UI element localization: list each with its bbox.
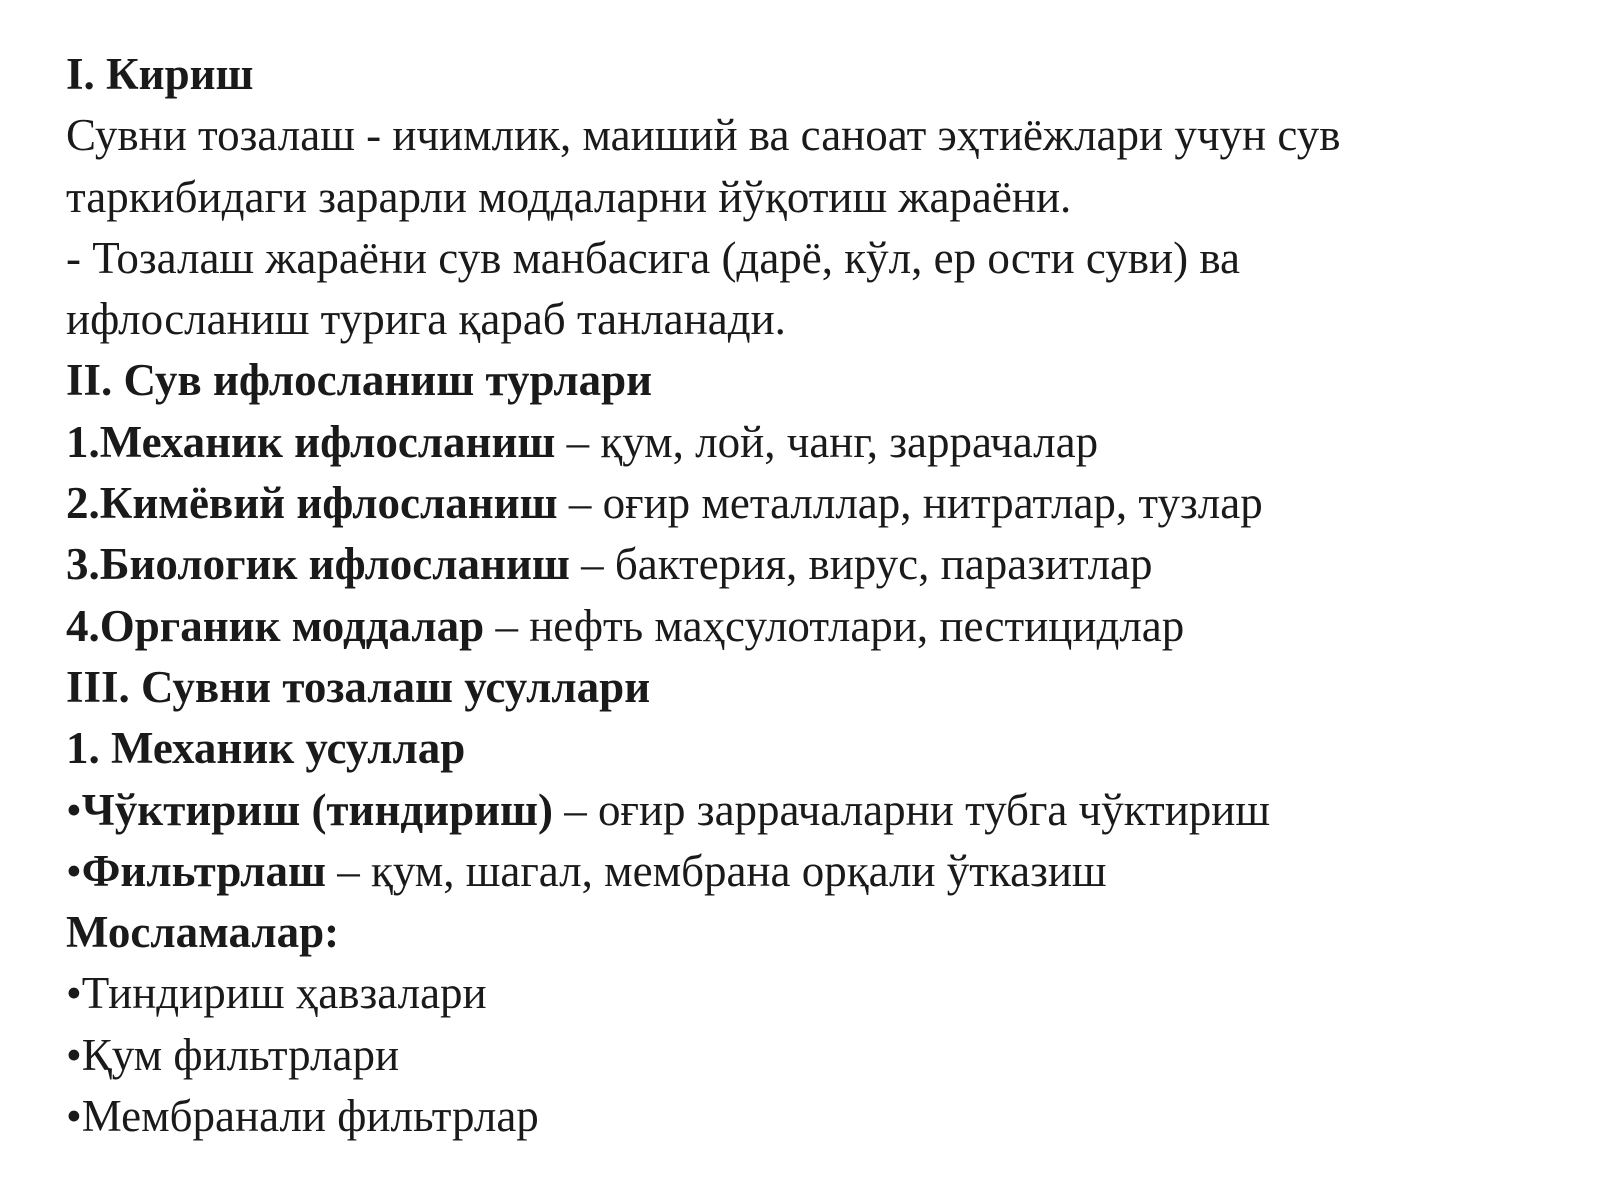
method-list-item xyxy=(66,780,1586,841)
device-list-item xyxy=(66,963,1586,1024)
bullet: • xyxy=(66,1029,82,1080)
device-list-item xyxy=(66,1025,1586,1086)
bullet: • xyxy=(66,1091,82,1142)
method-term: Чўктириш (тиндириш) xyxy=(81,784,554,835)
method-list-item xyxy=(66,841,1586,902)
device-label: Мембранали фильтрлар xyxy=(81,1091,539,1142)
pollution-list-item xyxy=(66,534,1586,595)
intro-paragraph-line: Сувни тозалаш - ичимлик, маиший ва саноат эҳтиёжлари учун сув xyxy=(66,110,1341,161)
device-label: Қум фильтрлари xyxy=(81,1029,400,1080)
pollution-list-item xyxy=(66,473,1586,534)
pollution-desc: – нефть маҳсулотлари, пестицидлар xyxy=(484,600,1185,651)
pollution-desc: – бактерия, вирус, паразитлар xyxy=(569,539,1153,590)
pollution-list-item xyxy=(66,596,1586,657)
pollution-term: 3.Биологик ифлосланиш xyxy=(66,539,570,590)
pollution-list-item xyxy=(66,412,1586,473)
subheading-mechanical: 1. Механик усуллар xyxy=(66,723,466,774)
document-page xyxy=(66,44,1586,1147)
method-term: Фильтрлаш xyxy=(81,845,326,896)
method-desc: – оғир заррачаларни тубга чўктириш xyxy=(553,784,1271,835)
pollution-term: 4.Органик моддалар xyxy=(66,600,485,651)
devices-heading: Мосламалар: xyxy=(66,907,340,958)
device-label: Тиндириш ҳавзалари xyxy=(81,968,487,1019)
pollution-term: 2.Кимёвий ифлосланиш xyxy=(66,478,558,529)
bullet: • xyxy=(66,968,82,1019)
pollution-term: 1.Механик ифлосланиш xyxy=(66,416,556,467)
bullet: • xyxy=(66,784,82,835)
bullet: • xyxy=(66,845,82,896)
section-heading-methods: III. Сувни тозалаш усуллари xyxy=(66,661,651,712)
device-list-item xyxy=(66,1086,1586,1147)
section-heading-pollution: II. Сув ифлосланиш турлари xyxy=(66,355,653,406)
section-heading-intro: I. Кириш xyxy=(66,49,254,99)
pollution-desc: – қум, лой, чанг, заррачалар xyxy=(555,416,1099,467)
intro-paragraph-line: таркибидаги зарарли моддаларни йўқотиш жараёни. xyxy=(66,171,1072,222)
intro-paragraph-line: ифлосланиш турига қараб танланади. xyxy=(66,294,786,345)
intro-paragraph-line: - Тозалаш жараёни сув манбасига (дарё, кўл, ер ости суви) ва xyxy=(66,232,1240,283)
method-desc: – қум, шагал, мембрана орқали ўтказиш xyxy=(325,845,1107,896)
pollution-desc: – оғир металллар, нитратлар, тузлар xyxy=(557,478,1263,529)
